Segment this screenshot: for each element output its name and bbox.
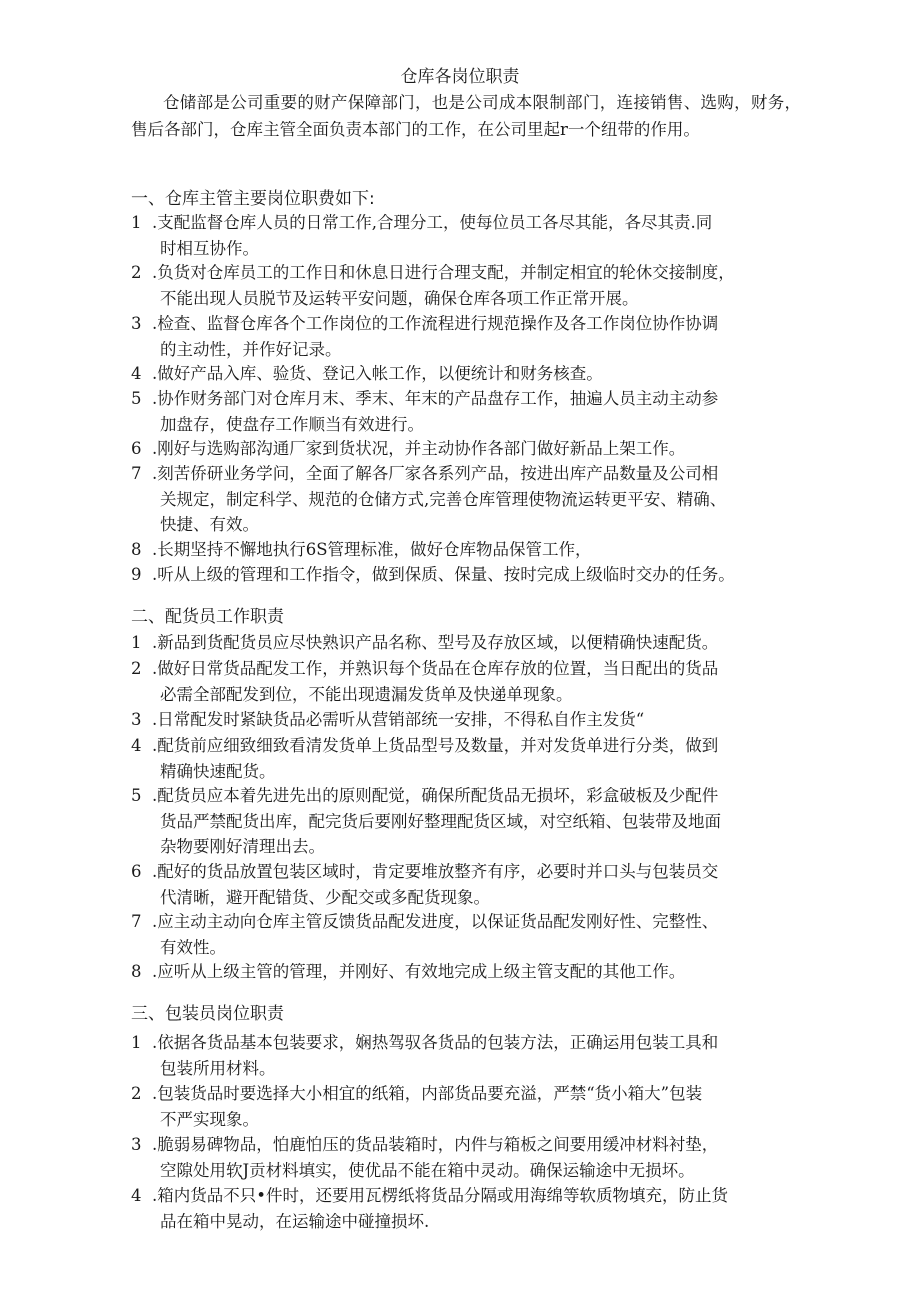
list-item-line: .日常配发时紧缺货品必需听从营销部统一安排，不得私自作主发货“: [152, 710, 645, 729]
list-item-text: [152, 1030, 802, 1081]
list-item-number: 4: [131, 736, 142, 755]
list-item-number: 6: [131, 862, 142, 881]
list-item-number: 1: [131, 1033, 142, 1052]
list-item-number: 7: [131, 912, 142, 931]
list-item-line: .做好产品入库、验货、登记入帐工作，以便统计和财务核查。: [152, 364, 603, 383]
list-item-line: .脆弱易碑物品，怕鹿怕压的货品装箱时，内件与箱板之间要用缓冲材料衬垫，: [152, 1135, 719, 1154]
list-item-line: .做好日常货品配发工作，并熟识每个货品在仓库存放的位置，当日配出的货品: [152, 659, 719, 678]
list-item-line: .配好的货品放置包装区域时，肯定要堆放整齐有序，必要时并口头与包装员交: [152, 862, 719, 881]
list-item-text: [152, 260, 802, 311]
list-item-line: .刚好与选购部沟通厂家到货状况，并主动协作各部门做好新品上架工作。: [152, 439, 686, 458]
list-item-number: 9: [131, 565, 142, 584]
list-item-text: [152, 361, 802, 387]
list-item-text: [152, 959, 802, 985]
list-item-line: 空隙处用软J贡材料填实，使优品不能在箱中灵动。确保运输途中无损坏。: [160, 1160, 695, 1180]
list-item-line: .依据各货品基本包装要求，娴热驾驭各货品的包装方法，正确运用包装工具和: [152, 1033, 719, 1052]
list-item-line: 关规定，制定科学、规范的仓储方式,完善仓库管理使物流运转更平安、精确、: [160, 489, 727, 509]
list-item-number: 3: [131, 710, 142, 729]
list-item-number: 8: [131, 540, 142, 559]
list-item-text: [152, 436, 802, 462]
list-item-text: [152, 537, 802, 563]
list-item-line: .应主动主动向仓库主管反馈货品配发进度，以保证货品配发刚好性、完整性、: [152, 912, 719, 931]
list-item-text: [152, 909, 802, 960]
list-item-line: 不严实现象。: [160, 1109, 259, 1129]
list-item-text: [152, 1183, 802, 1234]
list-item-line: 品在箱中晃动，在运输途中碰撞损坏.: [160, 1211, 430, 1231]
list-item-line: .新品到货配货员应尽快熟识产品名称、型号及存放区域，以便精确快速配货。: [152, 633, 719, 652]
list-item-line: 货品严禁配货出库，配完货后要刚好整理配货区域，对空纸箱、包装带及地面: [160, 811, 721, 831]
list-item-line: .负货对仓库员工的工作日和休息日进行合理支配，并制定相宜的轮休交接制度，: [152, 263, 735, 282]
list-item-number: 6: [131, 439, 142, 458]
list-item-line: .长期坚持不懈地执行6S管理标准，做好仓库物品保管工作，: [152, 540, 592, 559]
list-item-text: [152, 630, 802, 656]
page-title: 仓库各岗位职责: [400, 67, 520, 87]
list-item-text: [152, 461, 802, 538]
list-item-line: 必需全部配发到位，不能出现遗漏发货单及快递单现象。: [160, 684, 573, 704]
list-item-line: .配货员应本着先进先出的原则配觉，确保所配货品无损坏，彩盒破板及少配件: [152, 786, 719, 805]
list-item-number: 3: [131, 1135, 142, 1154]
list-item-number: 5: [131, 786, 142, 805]
list-item-number: 1: [131, 633, 142, 652]
list-item-text: [152, 311, 802, 362]
list-item-number: 1: [131, 213, 142, 232]
list-item-number: 2: [131, 263, 142, 282]
list-item-line: 精确快速配货。: [160, 761, 276, 781]
list-item-line: 有效性。: [160, 937, 226, 957]
list-item-number: 2: [131, 1084, 142, 1103]
list-item-line: .协作财务部门对仓库月末、季末、年末的产品盘存工作，抽遍人员主动主动参: [152, 389, 719, 408]
list-item-line: .应听从上级主管的管理，并刚好、有效地完成上级主管支配的其他工作。: [152, 962, 686, 981]
list-item-number: 7: [131, 464, 142, 483]
list-item-number: 4: [131, 1186, 142, 1205]
list-item-line: .箱内货品不只•件时，还要用瓦楞纸将货品分隔或用海绵等软质物填充，防止货: [152, 1186, 728, 1205]
section-heading-picker: 二、配货员工作职责: [131, 607, 284, 627]
list-item-line: .支配监督仓库人员的日常工作,合理分工，使每位员工各尽其能，各尽其责.同: [152, 213, 713, 232]
list-item-line: 快捷、有效。: [160, 515, 259, 534]
list-item-line: 杂物要刚好清理出去。: [160, 837, 325, 856]
list-item-line: .听从上级的管理和工作指令，做到保质、保量、按时完成上级临时交办的任务。: [152, 565, 735, 584]
list-item-line: 包装所用材料。: [160, 1058, 276, 1078]
list-item-line: 代清晰，避开配错货、少配交或多配货现象。: [160, 887, 490, 907]
list-item-line: 时相互协作。: [160, 238, 259, 258]
list-item-text: [152, 859, 802, 910]
intro-paragraph: 仓储部是公司重要的财产保障部门，也是公司成本限制部门，连接销售、选购，财务，售后各部门，仓库主管全面负责本部门的工作，在公司里起r一个纽带的作用。: [131, 93, 801, 139]
list-item-text: [152, 562, 802, 588]
list-item-line: .检查、监督仓库各个工作岗位的工作流程进行规范操作及各工作岗位协作协调: [152, 314, 719, 333]
list-item-text: [152, 707, 802, 733]
list-item-number: 2: [131, 659, 142, 678]
list-item-number: 3: [131, 314, 142, 333]
list-item-number: 4: [131, 364, 142, 383]
section-heading-supervisor: 一、仓库主管主要岗位职费如下:: [131, 189, 375, 209]
list-item-text: [152, 210, 802, 261]
list-item-line: 的主动性，并作好记录。: [160, 339, 342, 359]
list-item-line: 不能出现人员脱节及运转平安问题，确保仓库各项工作正常开展。: [160, 288, 639, 308]
list-item-text: [152, 386, 802, 437]
list-item-text: [152, 656, 802, 707]
list-item-text: [152, 733, 802, 784]
list-item-number: 5: [131, 389, 142, 408]
list-item-line: .刻苦侨研业务学问，全面了解各厂家各系列产品，按进出库产品数量及公司相: [152, 464, 719, 483]
list-item-number: 8: [131, 962, 142, 981]
section-heading-packer: 三、包装员岗位职责: [131, 1004, 284, 1024]
list-item-text: [152, 1081, 802, 1132]
list-item-line: .包装货品时要选择大小相宜的纸箱，内部货品要充溢，严禁“货小箱大”包装: [152, 1084, 703, 1103]
list-item-text: [152, 1132, 802, 1183]
list-item-line: 加盘存，使盘存工作顺当有效进行。: [160, 414, 424, 434]
list-item-text: [152, 783, 802, 860]
list-item-line: .配货前应细致细致看清发货单上货品型号及数量，并对发货单进行分类，做到: [152, 736, 719, 755]
